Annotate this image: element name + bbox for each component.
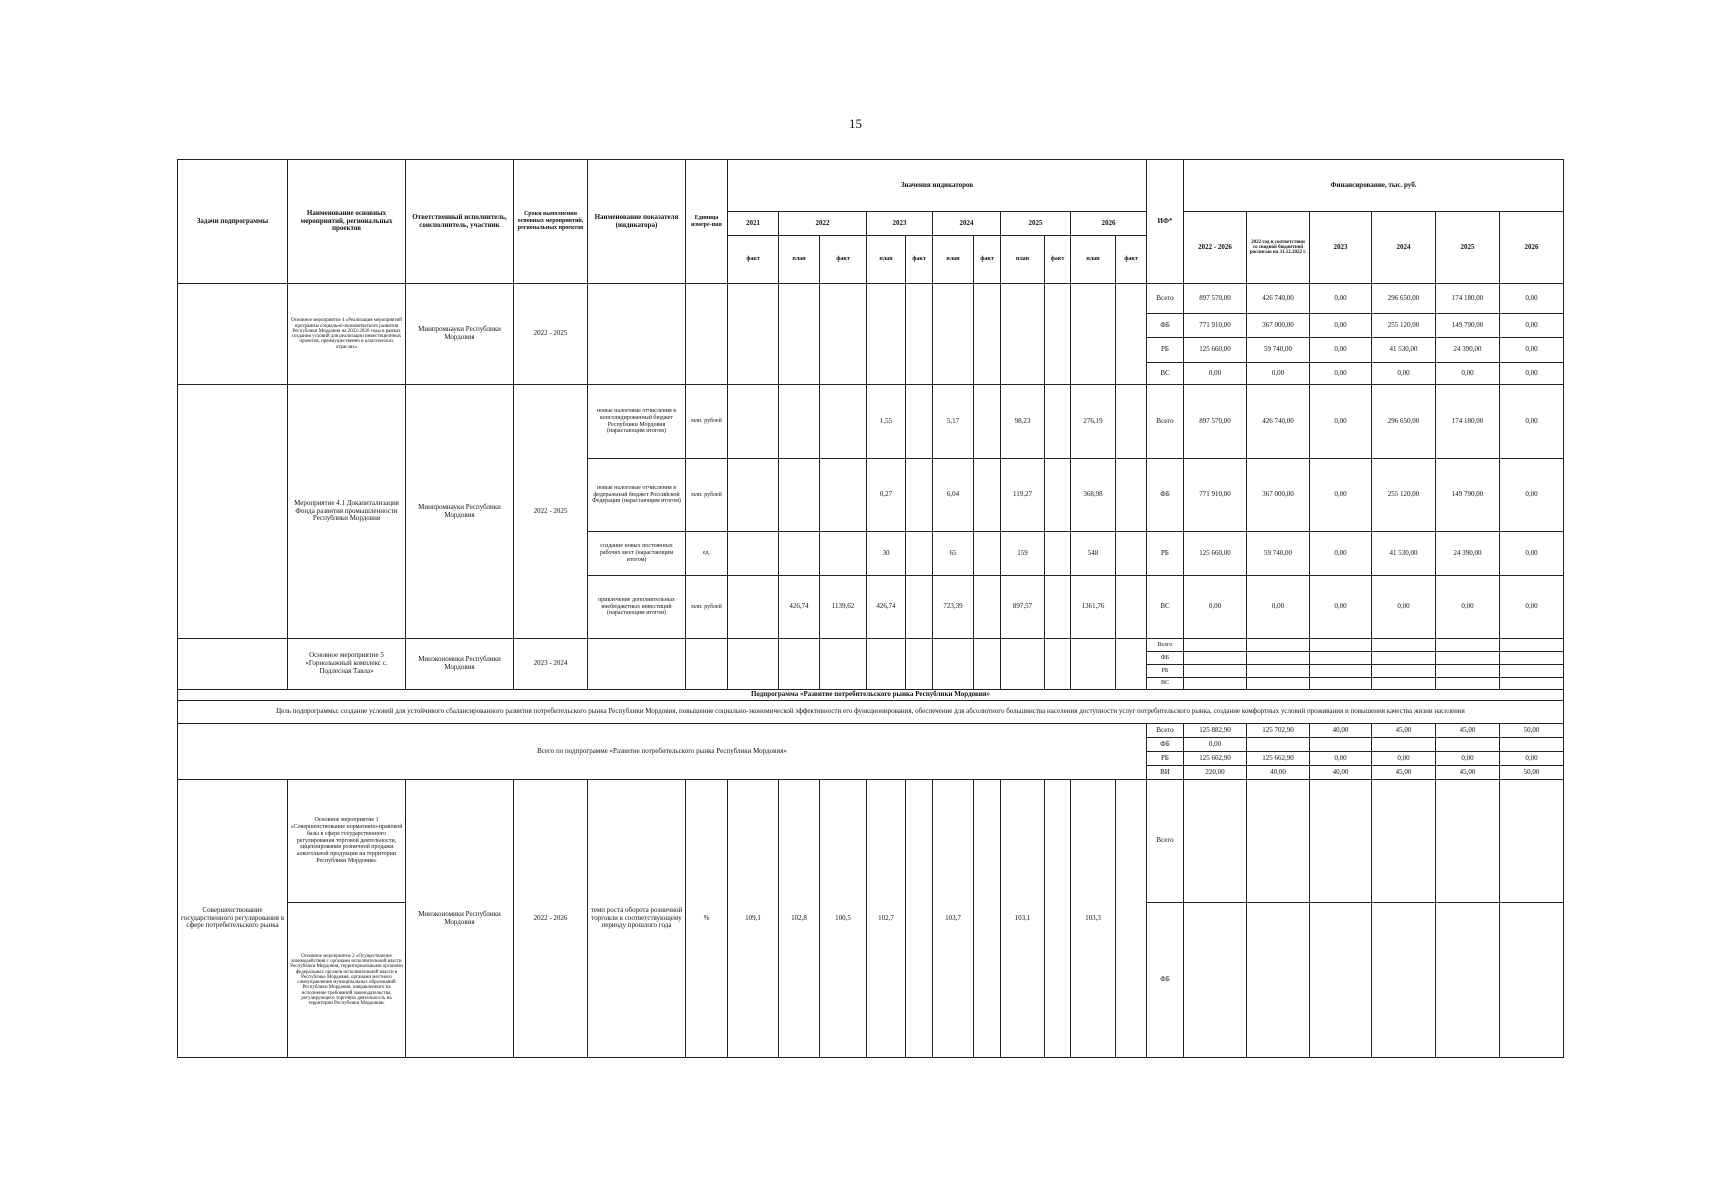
fin-value: 0,00: [1247, 576, 1310, 639]
fin-value: 0,00: [1500, 576, 1564, 639]
fin-value: 0,00: [1310, 284, 1372, 314]
fin-value: 41 530,00: [1372, 338, 1436, 363]
indicator-value: 103,7: [933, 780, 974, 1058]
indicator-name: привлечение дополнительных внебюджетных инвестиций (нарастающим итогом): [588, 576, 686, 639]
fin-value: 0,00: [1500, 752, 1564, 766]
sub-plan: план: [1001, 236, 1045, 284]
indicator-value: 159: [1001, 532, 1045, 576]
source-label: Всего: [1147, 284, 1184, 314]
block3-task: [178, 639, 288, 690]
indicator-value: 6,04: [933, 459, 974, 532]
block3-term: 2023 - 2024: [514, 639, 588, 690]
page-number: 15: [849, 116, 862, 131]
source-label: ВС: [1147, 678, 1184, 690]
fin-value: 149 790,00: [1436, 314, 1500, 338]
fin-value: 125 660,00: [1184, 338, 1247, 363]
fin-value: 897 570,00: [1184, 284, 1247, 314]
source-label: Всего: [1147, 639, 1184, 652]
fin-value: 24 390,00: [1436, 338, 1500, 363]
sub-fakt: факт: [728, 236, 779, 284]
indicator-value: [820, 532, 867, 576]
fin-value: 24 390,00: [1436, 532, 1500, 576]
indicator-value: 98,23: [1001, 385, 1045, 459]
block3-executor: Минэкономики Республики Мордовия: [406, 639, 514, 690]
source-label: ФБ: [1147, 738, 1184, 752]
header-executor: Ответственный исполнитель, соисполнитель, участник: [406, 160, 514, 284]
indicator-value: 103,1: [1001, 780, 1045, 1058]
indicator-unit: млн. рублей: [686, 385, 728, 459]
fin-value: 41 530,00: [1372, 532, 1436, 576]
fin-value: 125 660,00: [1184, 532, 1247, 576]
fin-value: 0,00: [1500, 532, 1564, 576]
indicator-value: 1139,62: [820, 576, 867, 639]
fin-value: 0,00: [1500, 385, 1564, 459]
source-label: РБ: [1147, 532, 1184, 576]
header-source: ИФ*: [1147, 160, 1184, 284]
fin-value: 45,00: [1372, 724, 1436, 738]
indicator-value: [779, 532, 820, 576]
fin-value: 0,00: [1500, 314, 1564, 338]
header-year-2024: 2024: [933, 212, 1001, 236]
fin-value: 0,00: [1310, 385, 1372, 459]
fin-value: 40,00: [1247, 766, 1310, 780]
fin-value: 426 740,00: [1247, 385, 1310, 459]
subprogram-title: Подпрограмма «Развитие потребительского рынка Республики Мордовия»: [178, 690, 1564, 701]
sub-plan: план: [933, 236, 974, 284]
fin-value: 367 000,00: [1247, 459, 1310, 532]
indicator-value: [820, 459, 867, 532]
header-year-2022: 2022: [779, 212, 867, 236]
fin-value: 771 910,00: [1184, 314, 1247, 338]
sub-fakt: факт: [974, 236, 1001, 284]
indicator-value: 897,57: [1001, 576, 1045, 639]
block1-term: 2022 - 2025: [514, 284, 588, 385]
indicator-value: 102,8: [779, 780, 820, 1058]
fin-value: 296 650,00: [1372, 284, 1436, 314]
fin-col-2022: 2022 год в соответствии со сводной бюджетной росписью на 31.12.2022 г.: [1247, 212, 1310, 284]
block5-activity-2: Основное мероприятие 2 «Осуществление взаимодействия с органами исполнительной власти Республики Мордовия, территориальными органами федеральных органов исполнительной власти в Республике Мордовия, органами местного самоуправления муниципальных образований Республики Мордовия, направленного на исполнение требований законодательства, регулирующего торговую деятельность на территории Республики Мордовия»: [288, 903, 406, 1058]
block1-indicator: [588, 284, 686, 385]
indicator-value: [779, 459, 820, 532]
source-label: ФБ: [1147, 903, 1184, 1058]
fin-value: 174 180,00: [1436, 385, 1500, 459]
fin-value: 220,00: [1184, 766, 1247, 780]
fin-value: 0,00: [1436, 752, 1500, 766]
header-indicator-values: Значения индикаторов: [728, 160, 1147, 212]
indicator-value: 276,19: [1071, 385, 1116, 459]
block2-executor: Минпромнауки Республики Мордовия: [406, 385, 514, 639]
source-label: Всего: [1147, 780, 1184, 903]
fin-value: 0,00: [1372, 752, 1436, 766]
fin-value: 0,00: [1500, 459, 1564, 532]
block1-task: [178, 284, 288, 385]
source-label: РБ: [1147, 752, 1184, 766]
header-terms: Сроки выполнения основных мероприятий, региональных проектов: [514, 160, 588, 284]
indicator-value: 548: [1071, 532, 1116, 576]
fin-value: 0,00: [1372, 363, 1436, 385]
fin-value: 149 790,00: [1436, 459, 1500, 532]
indicator-value: 0,27: [867, 459, 906, 532]
indicator-value: 368,98: [1071, 459, 1116, 532]
fin-value: 0,00: [1310, 338, 1372, 363]
fin-value: 125 702,90: [1247, 724, 1310, 738]
block2-activity: Мероприятие 4.1 Докапитализация Фонда развития промышленности Республики Мордовия: [288, 385, 406, 639]
fin-value: 40,00: [1310, 724, 1372, 738]
indicator-name: новые налоговые отчисления в федеральный бюджет Российской Федерации (нарастающим итогом): [588, 459, 686, 532]
source-label: Всего: [1147, 724, 1184, 738]
sub-fakt: факт: [906, 236, 933, 284]
fin-col-2025: 2025: [1436, 212, 1500, 284]
source-label: ВС: [1147, 363, 1184, 385]
block2-task: [178, 385, 288, 639]
indicator-value: 426,74: [867, 576, 906, 639]
indicator-value: 102,7: [867, 780, 906, 1058]
fin-value: 59 740,00: [1247, 532, 1310, 576]
fin-value: 174 180,00: [1436, 284, 1500, 314]
sub-plan: план: [1071, 236, 1116, 284]
block2-term: 2022 - 2025: [514, 385, 588, 639]
source-label: ФБ: [1147, 314, 1184, 338]
block3-activity: Основное мероприятие 5 «Горнолыжный комплекс с. Подлесная Тавла»: [288, 639, 406, 690]
fin-value: 0,00: [1436, 363, 1500, 385]
indicator-value: 103,3: [1071, 780, 1116, 1058]
fin-col-2024: 2024: [1372, 212, 1436, 284]
fin-value: 50,00: [1500, 766, 1564, 780]
block5-activity-1: Основное мероприятие 1 «Совершенствование нормативно-правовой базы в сфере государственного регулирования торговой деятельности, лицензирования розничной продажи алкогольной продукции на территории Республики Мордовия»: [288, 780, 406, 903]
fin-value: 40,00: [1310, 766, 1372, 780]
indicator-value: 1361,76: [1071, 576, 1116, 639]
indicator-value: 426,74: [779, 576, 820, 639]
block5-executor: Минэкономики Республики Мордовия: [406, 780, 514, 1058]
indicator-unit: млн. рублей: [686, 459, 728, 532]
fin-value: 125 662,90: [1247, 752, 1310, 766]
indicator-name: создание новых постоянных рабочих мест (нарастающим итогом): [588, 532, 686, 576]
source-label: ФБ: [1147, 459, 1184, 532]
fin-value: 0,00: [1436, 576, 1500, 639]
subprogram-total-label: Всего по подпрограмме «Развитие потребительского рынка Республики Мордовия»: [178, 724, 1147, 780]
indicator-value: 1,55: [867, 385, 906, 459]
fin-value: 0,00: [1372, 576, 1436, 639]
fin-value: 255 120,00: [1372, 459, 1436, 532]
fin-value: 50,00: [1500, 724, 1564, 738]
indicator-value: 5,17: [933, 385, 974, 459]
indicator-value: 109,1: [728, 780, 779, 1058]
block1-executor: Минпромнауки Республики Мордовия: [406, 284, 514, 385]
source-label: РБ: [1147, 665, 1184, 678]
fin-value: 897 570,00: [1184, 385, 1247, 459]
indicator-value: 100,5: [820, 780, 867, 1058]
fin-value: 296 650,00: [1372, 385, 1436, 459]
indicator-name: новые налоговые отчисления в консолидированный бюджет Республики Мордовия (нарастающим итогом): [588, 385, 686, 459]
indicator-unit: млн. рублей: [686, 576, 728, 639]
header-year-2021: 2021: [728, 212, 779, 236]
indicator-value: 65: [933, 532, 974, 576]
fin-value: 0,00: [1310, 363, 1372, 385]
program-table: [177, 159, 1564, 1058]
source-label: ФБ: [1147, 652, 1184, 665]
fin-col-total: 2022 - 2026: [1184, 212, 1247, 284]
fin-value: 0,00: [1500, 284, 1564, 314]
indicator-value: 30: [867, 532, 906, 576]
indicator-value: 119,27: [1001, 459, 1045, 532]
block1-activity: Основное мероприятие 4 «Реализация мероприятий программы социально-экономического развития Республики Мордовия на 2022-2026 годы в рамках создания условий для реализации инвестиционных проектов, преимущественно в классических отраслях»: [288, 284, 406, 385]
fin-value: 59 740,00: [1247, 338, 1310, 363]
fin-value: 367 000,00: [1247, 314, 1310, 338]
header-year-2023: 2023: [867, 212, 933, 236]
header-year-2026: 2026: [1071, 212, 1147, 236]
block1-unit: [686, 284, 728, 385]
block5-term: 2022 - 2026: [514, 780, 588, 1058]
source-label: ВИ: [1147, 766, 1184, 780]
fin-col-2026: 2026: [1500, 212, 1564, 284]
fin-value: 255 120,00: [1372, 314, 1436, 338]
sub-plan: план: [779, 236, 820, 284]
fin-value: 0,00: [1184, 576, 1247, 639]
fin-value: 125 882,90: [1184, 724, 1247, 738]
fin-value: 45,00: [1436, 766, 1500, 780]
header-financing: Финансирование, тыс. руб.: [1184, 160, 1564, 212]
fin-value: 45,00: [1436, 724, 1500, 738]
sub-plan: план: [867, 236, 906, 284]
fin-value: 0,00: [1500, 338, 1564, 363]
fin-value: 771 910,00: [1184, 459, 1247, 532]
sub-fakt: факт: [820, 236, 867, 284]
header-unit: Единица измере-ния: [686, 160, 728, 284]
fin-value: 0,00: [1310, 752, 1372, 766]
block5-unit: %: [686, 780, 728, 1058]
header-indicator-name: Наименование показателя (индикатора): [588, 160, 686, 284]
fin-value: 0,00: [1247, 363, 1310, 385]
indicator-value: [779, 385, 820, 459]
fin-value: 0,00: [1310, 532, 1372, 576]
fin-value: 0,00: [1500, 363, 1564, 385]
fin-value: 0,00: [1310, 314, 1372, 338]
fin-value: 0,00: [1310, 576, 1372, 639]
sub-fakt: факт: [1116, 236, 1147, 284]
fin-value: 45,00: [1372, 766, 1436, 780]
fin-value: 0,00: [1310, 459, 1372, 532]
indicator-value: 723,39: [933, 576, 974, 639]
source-label: ВС: [1147, 576, 1184, 639]
block5-indicator: темп роста оборота розничной торговли к соответствующему периоду прошлого года: [588, 780, 686, 1058]
header-year-2025: 2025: [1001, 212, 1071, 236]
fin-value: 125 662,90: [1184, 752, 1247, 766]
block5-task: Совершенствование государственного регулирования в сфере потребительского рынка: [178, 780, 288, 1058]
indicator-value: [820, 385, 867, 459]
header-tasks: Задачи подпрограммы: [178, 160, 288, 284]
indicator-unit: ед.: [686, 532, 728, 576]
sub-fakt: факт: [1045, 236, 1071, 284]
fin-value: 426 740,00: [1247, 284, 1310, 314]
fin-value: 0,00: [1184, 738, 1247, 752]
header-activities: Наименование основных мероприятий, региональных проектов: [288, 160, 406, 284]
fin-value: 0,00: [1184, 363, 1247, 385]
fin-col-2023: 2023: [1310, 212, 1372, 284]
source-label: РБ: [1147, 338, 1184, 363]
source-label: Всего: [1147, 385, 1184, 459]
subprogram-goal: Цель подпрограммы: создание условий для устойчивого сбалансированного развития потребительского рынка Республики Мордовия, повышение социально-экономической эффективности его функционирования, обеспечение для абсолютного большинства населения доступности услуг потребительского рынка, создание комфортных условий проживания и повышения качества жизни населения: [178, 701, 1564, 724]
